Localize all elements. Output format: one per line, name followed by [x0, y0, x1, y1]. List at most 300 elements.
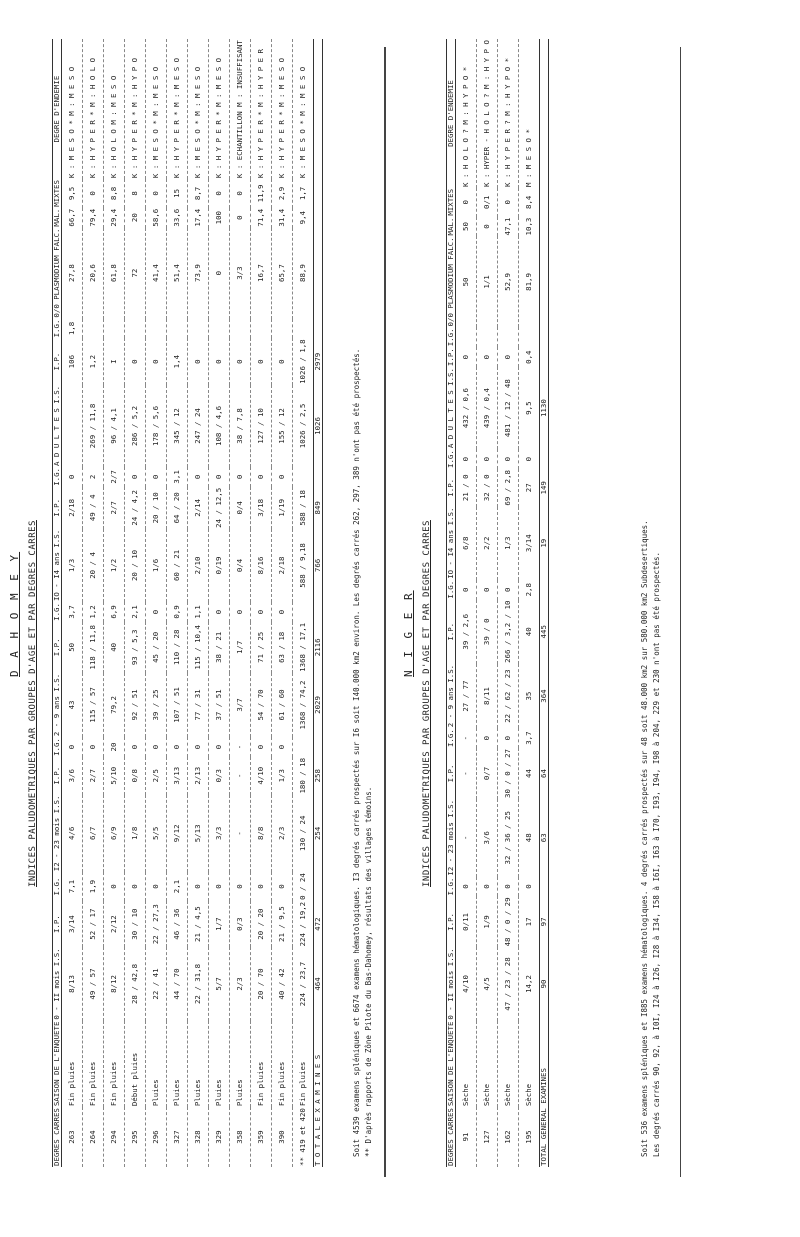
table-cell [251, 319, 272, 339]
header-cell: DEGRE D'ENDEMIE [447, 39, 456, 188]
table-cell: 0 [62, 467, 83, 487]
table-cell: 6,9 [104, 602, 125, 622]
table-cell: 37 / 51 [209, 673, 230, 737]
table-cell: 3/3 [209, 795, 230, 873]
table-cell [293, 602, 314, 622]
table-row [167, 39, 188, 1167]
table-cell: 54 / 70 [251, 673, 272, 737]
table-cell: 17,4 [188, 208, 209, 228]
table-row [125, 39, 146, 1167]
table-cell: 180 / 18 [293, 757, 314, 795]
table-cell: 52 / 17 [83, 901, 104, 948]
total-cell: 64 [540, 748, 549, 799]
total-cell: 258 [314, 757, 323, 795]
table-cell: M : M E S O * [519, 39, 540, 188]
table-row [519, 39, 540, 1167]
header-cell: DEGRES CARRES [52, 1108, 61, 1166]
header-cell: I.G. [52, 467, 61, 486]
table-cell: 2/7 [104, 467, 125, 487]
table-cell: 40 / 42 [272, 947, 293, 1020]
table-cell: 0 [167, 737, 188, 757]
table-cell: K : H Y P E R * M : H Y P O [125, 39, 146, 179]
table-cell: 0 [477, 217, 498, 237]
table-cell: 328 [188, 1107, 209, 1167]
table-cell: 44 [519, 748, 540, 799]
table-cell: 1/3 [62, 529, 83, 602]
total-cell [314, 737, 323, 757]
table-cell: 2/12 [104, 901, 125, 948]
total-cell: 2116 [314, 622, 323, 673]
table-cell: Fin pluies [293, 1021, 314, 1108]
header-cell: 2 - 9 ans I.S. [446, 664, 455, 728]
table-cell: 1/7 [230, 622, 251, 673]
table-cell: 3/14 [519, 507, 540, 580]
table-cell: 48 [519, 799, 540, 877]
total-cell: 445 [540, 600, 549, 664]
table-cell [519, 327, 540, 347]
total-cell [314, 39, 323, 179]
table-cell: 6/7 [83, 795, 104, 873]
table-cell: 1,9 [83, 872, 104, 901]
table-cell: K : H Y P E R * M : M E S O [167, 39, 188, 179]
table-cell: 0 [251, 602, 272, 622]
header-cell: DEGRE D'ENDEMIE [53, 39, 62, 179]
total-cell [540, 327, 549, 347]
table-cell: 0 [146, 602, 167, 622]
table-cell: 38 / 7,8 [230, 385, 251, 467]
table-cell: 64 / 20 [167, 487, 188, 529]
bottom-rule [680, 47, 681, 1177]
table-cell: 9,4 [293, 208, 314, 228]
table-cell: 58,6 [146, 208, 167, 228]
table-cell: 8/16 [251, 529, 272, 602]
table-cell: 20 / 4 [83, 529, 104, 602]
niger-total-row [540, 39, 549, 1167]
table-cell: K : HYPER - H O L O ? M : H Y P O [477, 39, 498, 188]
table-cell: 224 / 23,7 [293, 947, 314, 1020]
header-cell: I.G. [446, 450, 455, 468]
table-cell: 5/5 [146, 795, 167, 873]
table-cell: 0/7 [477, 748, 498, 799]
table-cell: Sèche [456, 1021, 477, 1108]
table-cell: 79,2 [104, 673, 125, 737]
table-cell: 22 / 27,3 [146, 901, 167, 948]
table-cell: 0 [146, 467, 167, 487]
table-cell: 0 [146, 872, 167, 901]
header-cell: IO - I4 ans I.S. [446, 507, 455, 579]
table-cell: 0 [498, 188, 519, 217]
table-cell: 115 / 57 [83, 673, 104, 737]
table-cell: 2/5 [146, 757, 167, 795]
table-cell: 286 / 5,2 [125, 385, 146, 467]
table-row [272, 39, 293, 1167]
niger-note-2: Les degrés carrés 90, 92, à I0I, I24 à I26, I28 à I34, I58 à I6I, I63 à I70, I93, I94, I98 à 204, 229 et 230 n'ont pas été prospectés. [652, 551, 661, 1157]
table-cell: 130 / 24 [293, 795, 314, 873]
table-cell: Fin pluies [62, 1021, 83, 1108]
table-cell: 51,4 [167, 228, 188, 319]
table-cell: 49 / 57 [83, 947, 104, 1020]
table-cell: 195 [519, 1107, 540, 1167]
table-cell: 71,4 [251, 208, 272, 228]
header-cell: I.G. [446, 729, 455, 748]
table-cell: 390 [272, 1107, 293, 1167]
table-cell: 20,6 [83, 228, 104, 319]
table-cell: 40 [519, 600, 540, 664]
table-cell: 50 [62, 622, 83, 673]
header-cell: I.P. [53, 338, 62, 385]
table-cell: 2 [83, 467, 104, 487]
header-cell: I.P. [446, 348, 455, 367]
table-cell: 2/10 [188, 529, 209, 602]
table-cell: 3/3 [230, 228, 251, 319]
table-cell: 60 / 21 [167, 529, 188, 602]
table-cell: 1,2 [83, 602, 104, 622]
table-cell: 47 / 23 / 28 [498, 947, 519, 1020]
table-cell: 0 [209, 737, 230, 757]
table-cell [293, 319, 314, 339]
table-cell: Sèche [477, 1021, 498, 1108]
total-cell [540, 877, 549, 897]
table-cell: Fin pluies [104, 1021, 125, 1108]
table-cell: 0 [251, 467, 272, 487]
table-cell: K : M E S O * M : M E S O [62, 39, 83, 179]
table-cell: - [230, 795, 251, 873]
table-cell: 72 [125, 228, 146, 319]
table-cell: 66,7 [62, 208, 83, 228]
table-cell: 8/12 [104, 947, 125, 1020]
niger-title: N I G E R [402, 590, 415, 677]
header-cell: 0 - II mois I.S. [52, 948, 61, 1020]
total-cell [540, 39, 549, 188]
table-cell: 0 [230, 179, 251, 208]
header-cell: I.G. [52, 603, 61, 621]
table-cell: 11,9 [251, 179, 272, 208]
table-cell [293, 467, 314, 487]
header-cell: I.G. [53, 872, 62, 901]
table-cell [230, 319, 251, 339]
table-cell: 1/1 [477, 236, 498, 327]
total-cell: 19 [540, 507, 549, 580]
header-cell: A D U L T E S I.S. [446, 368, 455, 449]
table-cell: 266 / 3,2 / 10 [498, 600, 519, 664]
table-cell: 0 [146, 737, 167, 757]
table-cell: 27 [519, 469, 540, 507]
total-cell: 464 [314, 947, 323, 1020]
table-cell: 247 / 24 [188, 385, 209, 467]
table-cell: 38 / 21 [209, 622, 230, 673]
header-cell: I.P. [53, 622, 62, 673]
table-cell: 14,2 [519, 947, 540, 1020]
table-cell: 0 [251, 872, 272, 901]
table-cell: 2,9 [272, 179, 293, 208]
table-cell: 1368 / 17,1 [293, 622, 314, 673]
table-cell: 8/11 [477, 664, 498, 728]
dahomey-header-row [53, 39, 62, 1167]
niger-header-row [447, 39, 456, 1167]
total-cell [540, 449, 549, 469]
table-cell: K : H Y P E R * M : M E S O [272, 39, 293, 179]
total-cell: 472 [314, 901, 323, 948]
table-cell: 69 / 2,8 [498, 469, 519, 507]
table-cell: 17 [519, 896, 540, 947]
niger-table [446, 39, 549, 1167]
table-cell: 0 [188, 338, 209, 385]
table-row [251, 39, 272, 1167]
table-cell: 1/2 [104, 529, 125, 602]
table-cell: Pluies [167, 1021, 188, 1108]
table-cell: 0 [498, 580, 519, 600]
table-cell [293, 737, 314, 757]
table-cell: 329 [209, 1107, 230, 1167]
table-cell: 4/10 [251, 757, 272, 795]
table-cell: 0 [230, 872, 251, 901]
table-cell: 0 [104, 872, 125, 901]
table-cell: 0/1 [477, 188, 498, 217]
table-cell: 0/19 [209, 529, 230, 602]
table-cell: 20 [104, 737, 125, 757]
header-cell: 0 - II mois I.S. [446, 948, 455, 1020]
table-cell: K : H O L O ? M : H Y P O * [456, 39, 477, 188]
table-row [83, 39, 104, 1167]
table-cell: 0 [209, 338, 230, 385]
table-cell: Pluies [146, 1021, 167, 1108]
table-row [230, 39, 251, 1167]
table-cell: 81,9 [519, 236, 540, 327]
table-cell: 4/6 [62, 795, 83, 873]
section-divider [384, 47, 386, 1177]
total-cell [314, 602, 323, 622]
table-cell [167, 319, 188, 339]
table-cell: 178 / 5,6 [146, 385, 167, 467]
table-cell: 0 [498, 347, 519, 367]
table-cell: 1/3 [272, 757, 293, 795]
table-cell: 8,4 [519, 188, 540, 217]
table-cell: 0 [188, 872, 209, 901]
table-cell: 5/13 [188, 795, 209, 873]
table-cell: 1/6 [146, 529, 167, 602]
table-cell: 9,5 [519, 367, 540, 449]
table-cell: 0 [188, 467, 209, 487]
table-cell: 50 [456, 236, 477, 327]
table-cell: 3/6 [62, 757, 83, 795]
table-cell: Pluies [209, 1021, 230, 1108]
table-cell: 21 / 4,5 [188, 901, 209, 948]
table-row [209, 39, 230, 1167]
table-cell: K : M E S O * M : M E S O [146, 39, 167, 179]
table-cell: 0/4 [230, 487, 251, 529]
table-cell: 3,1 [167, 467, 188, 487]
dahomey-title: D A H O M E Y [8, 551, 21, 677]
table-cell: 0 [498, 728, 519, 748]
dahomey-total-row [314, 39, 323, 1167]
table-row [456, 39, 477, 1167]
table-row [188, 39, 209, 1167]
table-cell: Début pluies [125, 1021, 146, 1108]
table-cell: 0 [519, 449, 540, 469]
header-cell: MAL. [446, 217, 455, 236]
header-cell: MIXTES [446, 188, 455, 216]
table-cell: 106 [62, 338, 83, 385]
table-cell [188, 319, 209, 339]
total-cell: 2979 [314, 338, 323, 385]
table-cell: 0 [146, 338, 167, 385]
table-cell: 0 [188, 737, 209, 757]
table-cell: 2,1 [167, 872, 188, 901]
table-cell: K : H Y P E R * M : M E S O [209, 39, 230, 179]
table-cell: 359 [251, 1107, 272, 1167]
table-cell: I [104, 338, 125, 385]
table-cell: 0/3 [230, 901, 251, 948]
table-cell: - [456, 748, 477, 799]
table-cell: 77 / 31 [188, 673, 209, 737]
table-cell: 588 / 18 [293, 487, 314, 529]
header-cell: I.P. [447, 469, 456, 507]
table-cell: 0 [272, 467, 293, 487]
table-cell: 0 [477, 449, 498, 469]
table-cell: Sèche [498, 1021, 519, 1108]
table-cell: 127 / 10 [251, 385, 272, 467]
niger-body [456, 39, 540, 1167]
table-cell: 9/12 [167, 795, 188, 873]
table-cell: 2/3 [272, 795, 293, 873]
table-cell: 0 [251, 737, 272, 757]
table-cell [104, 319, 125, 339]
total-cell [314, 467, 323, 487]
table-cell: 0 [125, 338, 146, 385]
table-cell: 22 / 62 / 23 [498, 664, 519, 728]
table-cell: 2/14 [188, 487, 209, 529]
table-cell [209, 319, 230, 339]
table-cell: 0 [498, 877, 519, 897]
table-cell: 110 / 28 [167, 622, 188, 673]
table-cell: 2/18 [272, 529, 293, 602]
header-cell: 0/0 PLASMODIUM FALC. [446, 237, 455, 327]
dahomey-index-table [52, 39, 323, 1167]
table-cell: 10,3 [519, 217, 540, 237]
table-cell: 327 [167, 1107, 188, 1167]
table-row [293, 39, 314, 1167]
table-cell: 155 / 12 [272, 385, 293, 467]
table-cell: 6/8 [456, 507, 477, 580]
table-cell: 8 [125, 179, 146, 208]
table-cell: 115 / 10,4 [188, 622, 209, 673]
table-cell: Fin pluies [251, 1021, 272, 1108]
table-cell: 107 / 51 [167, 673, 188, 737]
table-cell: 43 [62, 673, 83, 737]
total-cell: 254 [314, 795, 323, 873]
table-cell: 2,1 [125, 602, 146, 622]
table-cell: K : ECHANTILLON M : INSUFFISANT [230, 39, 251, 179]
total-cell: 849 [314, 487, 323, 529]
table-cell: 22 / 31,8 [188, 947, 209, 1020]
table-row [104, 39, 125, 1167]
table-cell: 71 / 25 [251, 622, 272, 673]
table-cell: 8/8 [251, 795, 272, 873]
table-cell: Fin pluies [83, 1021, 104, 1108]
table-cell: 0 [456, 188, 477, 217]
table-cell: - [230, 757, 251, 795]
table-cell: 1/9 [477, 896, 498, 947]
table-cell: 96 / 4,1 [104, 385, 125, 467]
table-cell: 481 / 12 / 48 [498, 367, 519, 449]
header-cell: MAL. [52, 208, 61, 227]
table-cell: - [456, 728, 477, 748]
table-cell: 1,1 [188, 602, 209, 622]
table-cell: K : H Y P E R * M : H O L O [83, 39, 104, 179]
niger-subtitle: INDICES PALUDOMETRIQUES PAR GROUPES D'AGE ET PAR DEGRES CARRES [422, 520, 432, 887]
table-cell: 0,9 [167, 602, 188, 622]
table-cell: 0 [498, 449, 519, 469]
total-cell [540, 217, 549, 237]
table-cell: 28 / 42,8 [125, 947, 146, 1020]
table-cell: 24 / 12,5 [209, 487, 230, 529]
table-cell: 93 / 5,3 [125, 622, 146, 673]
table-cell: 1/3 [498, 507, 519, 580]
table-cell: 0 [230, 467, 251, 487]
table-cell: 1,4 [167, 338, 188, 385]
table-cell: 269 / 11,8 [83, 385, 104, 467]
table-cell: 32 / 36 / 25 [498, 799, 519, 877]
table-cell: K : H O L O M : M E S O [104, 39, 125, 179]
header-cell: I.P. [447, 896, 456, 947]
total-cell [540, 236, 549, 327]
table-cell: 20 / 20 [251, 901, 272, 948]
table-cell: - [230, 737, 251, 757]
table-cell: 65,7 [272, 228, 293, 319]
table-cell: 21 / 9,5 [272, 901, 293, 948]
table-cell: 0 [477, 877, 498, 897]
table-cell: 27 / 77 [456, 664, 477, 728]
table-cell: 45 / 20 [146, 622, 167, 673]
header-cell: 0/0 PLASMODIUM FALC. [52, 228, 61, 318]
table-cell: 0 / 24 [293, 872, 314, 901]
header-cell: IO - I4 ans I.S. [52, 529, 61, 602]
total-cell [314, 228, 323, 319]
header-cell: 2 - 9 ans I.S. [52, 673, 61, 737]
table-cell: 47,1 [498, 217, 519, 237]
table-cell: 0 [272, 737, 293, 757]
table-cell [498, 327, 519, 347]
table-cell: 29,4 [104, 208, 125, 228]
table-cell: 39 / 2,6 [456, 600, 477, 664]
table-cell: K : H Y P E R ? M : H Y P O * [498, 39, 519, 188]
table-cell: 3/6 [477, 799, 498, 877]
niger-index-table [446, 39, 549, 1167]
total-cell [314, 319, 323, 339]
table-cell: 0 [209, 602, 230, 622]
header-cell: I.G. [446, 580, 455, 599]
table-cell: 432 / 0,6 [456, 367, 477, 449]
table-cell: 2/3 [230, 947, 251, 1020]
table-cell: 345 / 12 [167, 385, 188, 467]
total-cell [540, 347, 549, 367]
table-cell: 30 / 10 [125, 901, 146, 948]
table-cell: 61,8 [104, 228, 125, 319]
dahomey-table [52, 39, 323, 1167]
table-cell: - [456, 799, 477, 877]
table-cell: 1368 / 74,2 [293, 673, 314, 737]
niger-note-1: Soit 536 examens spléniques et I885 examens hématologiques. 4 degrés carrés prospectés sur 48 soit 48.000 km2 sur 580.000 km2 Subdesertiques. [640, 520, 649, 1157]
total-cell: 364 [540, 664, 549, 728]
table-cell: 0 [146, 179, 167, 208]
table-cell: 0 [83, 179, 104, 208]
table-cell: 91 [456, 1107, 477, 1167]
table-cell: 0 [125, 872, 146, 901]
table-cell: 2/7 [83, 757, 104, 795]
header-cell: I.G. [446, 328, 455, 347]
table-cell: 264 [83, 1107, 104, 1167]
table-cell: 0 [519, 877, 540, 897]
